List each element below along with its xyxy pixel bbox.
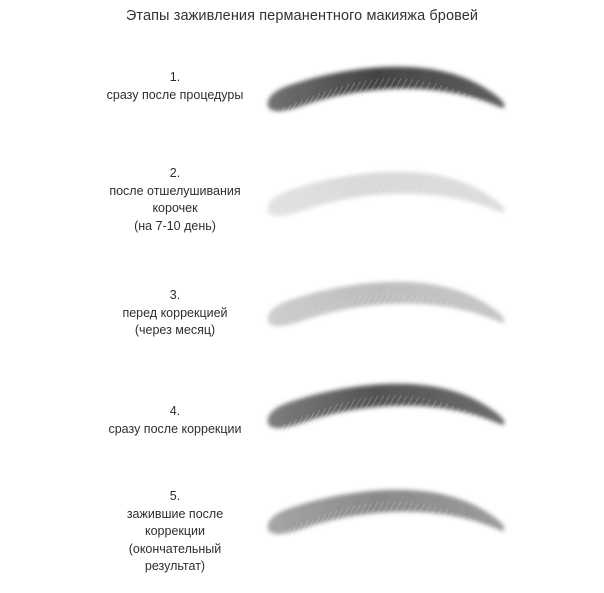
stage-text-line: перед коррекцией: [122, 305, 228, 320]
stage-label: [70, 287, 280, 340]
eyebrow-illustration: [250, 160, 540, 250]
eyebrow-shape: [268, 172, 505, 217]
eyebrow-shape: [268, 282, 505, 327]
stage-text-line: (через месяц): [134, 323, 216, 337]
page-title: Этапы заживления перманентного макияжа бровей: [125, 8, 479, 24]
stage-3: [0, 270, 604, 380]
eyebrow-shape: [268, 67, 505, 112]
stage-2: [0, 155, 604, 265]
stage-text-line: сразу после коррекции: [108, 421, 242, 436]
stage-number: 3.: [169, 288, 181, 302]
eyebrow-illustration: [250, 55, 540, 145]
stage-text-line: (окончательный: [128, 541, 222, 556]
stage-number: 2.: [169, 166, 181, 180]
stage-number: 4.: [169, 404, 181, 418]
eyebrow-shape: [268, 490, 505, 535]
stage-text-line: после отшелушивания: [109, 183, 241, 198]
eyebrow-shape: [268, 384, 505, 429]
eyebrow-illustration: [250, 478, 540, 568]
stage-text-line: коррекции: [144, 524, 205, 538]
stage-number: 1.: [169, 70, 181, 84]
eyebrow-illustration: [250, 372, 540, 462]
stage-text-line: сразу после процедуры: [106, 87, 244, 102]
eyebrow-illustration: [250, 270, 540, 360]
stage-text-line: зажившие после: [126, 506, 224, 521]
stage-number: 5.: [169, 489, 181, 503]
stage-text-line: (на 7-10 день): [134, 218, 216, 233]
stage-5: [0, 470, 604, 580]
stage-text-line: результат): [144, 559, 206, 573]
stage-text-line: корочек: [152, 201, 198, 215]
stage-label: [70, 69, 280, 104]
stage-label: [70, 165, 280, 235]
stage-4: [0, 370, 604, 480]
stage-1: [0, 55, 604, 165]
stage-label: [70, 488, 280, 576]
stage-label: [70, 403, 280, 438]
